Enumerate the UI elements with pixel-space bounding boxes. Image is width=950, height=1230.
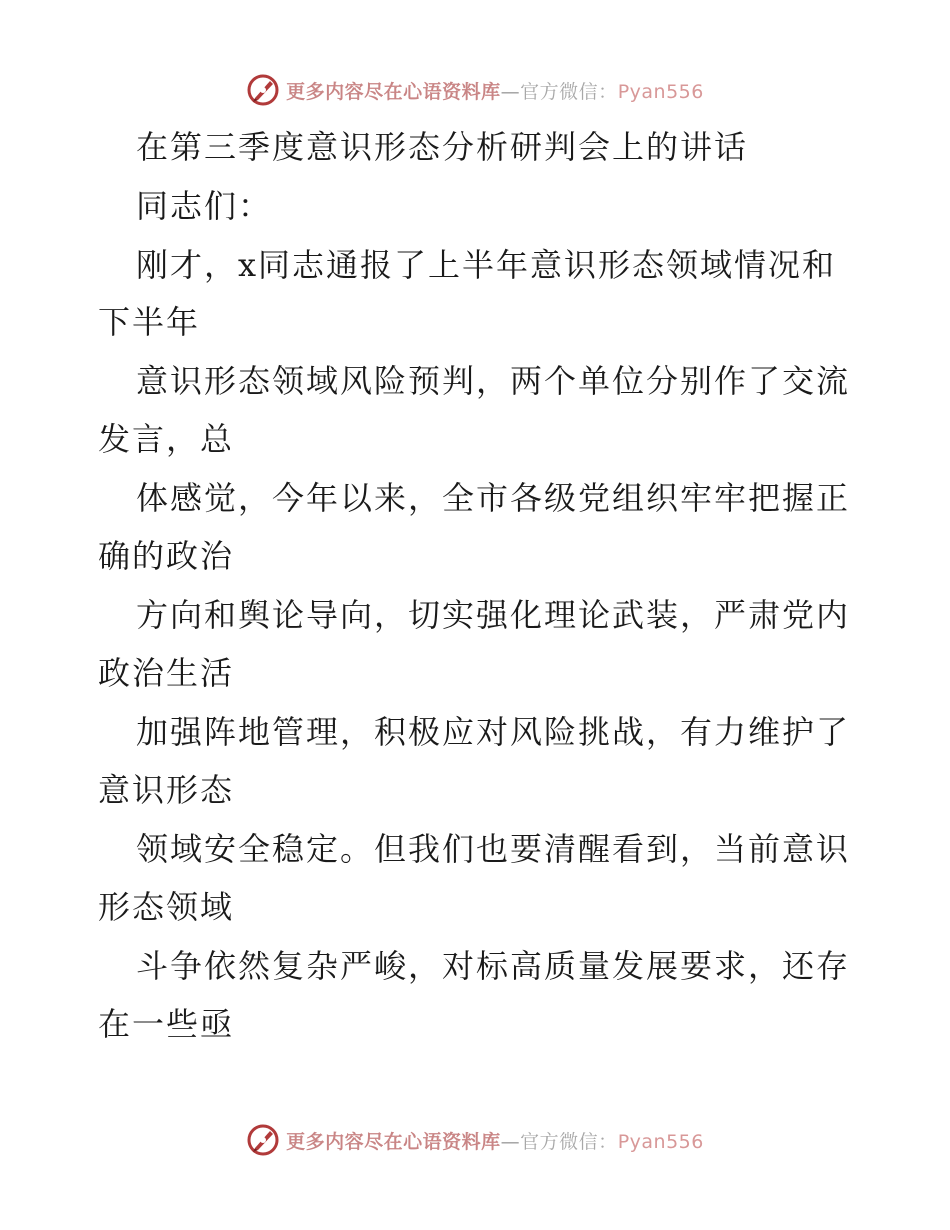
header-watermark [0, 70, 950, 110]
quill-pen-circle-icon [246, 73, 280, 107]
text-line: 体感觉，今年以来，全市各级党组织牢牢把握正 [136, 479, 851, 517]
watermark-text [286, 77, 704, 104]
watermark-text [286, 1127, 704, 1154]
document-title: 在第三季度意识形态分析研判会上的讲话 [136, 128, 749, 166]
wechat-id: Pyan556 [617, 80, 704, 103]
brand-name: 更多内容尽在心语资料库 [286, 1130, 501, 1153]
text-line: 意识形态领域风险预判，两个单位分别作了交流 [136, 362, 851, 400]
text-line: 发言，总 [98, 420, 235, 458]
text-line: 在一些亟 [98, 1005, 235, 1043]
separator-dash: — [500, 80, 521, 103]
wechat-label: 官方微信： [520, 80, 618, 103]
text-line: 加强阵地管理，积极应对风险挑战，有力维护了 [136, 713, 851, 751]
watermark-group [246, 1123, 704, 1157]
text-line: 刚才，x同志通报了上半年意识形态领域情况和 [136, 246, 837, 284]
watermark-group [246, 73, 704, 107]
salutation: 同志们： [136, 187, 273, 225]
quill-pen-circle-icon [246, 1123, 280, 1157]
text-line: 意识形态 [98, 771, 235, 809]
text-line: 斗争依然复杂严峻，对标高质量发展要求，还存 [136, 947, 851, 985]
text-line: 领域安全稳定。但我们也要清醒看到，当前意识 [136, 830, 851, 868]
text-line: 形态领域 [98, 888, 235, 926]
text-line: 政治生活 [98, 654, 235, 692]
text-line: 方向和舆论导向，切实强化理论武装，严肃党内 [136, 596, 851, 634]
separator-dash: — [500, 1130, 521, 1153]
text-line: 确的政治 [98, 537, 235, 575]
text-line: 下半年 [98, 303, 201, 341]
wechat-label: 官方微信： [520, 1130, 618, 1153]
footer-watermark [0, 1120, 950, 1160]
brand-name: 更多内容尽在心语资料库 [286, 80, 501, 103]
wechat-id: Pyan556 [617, 1130, 704, 1153]
